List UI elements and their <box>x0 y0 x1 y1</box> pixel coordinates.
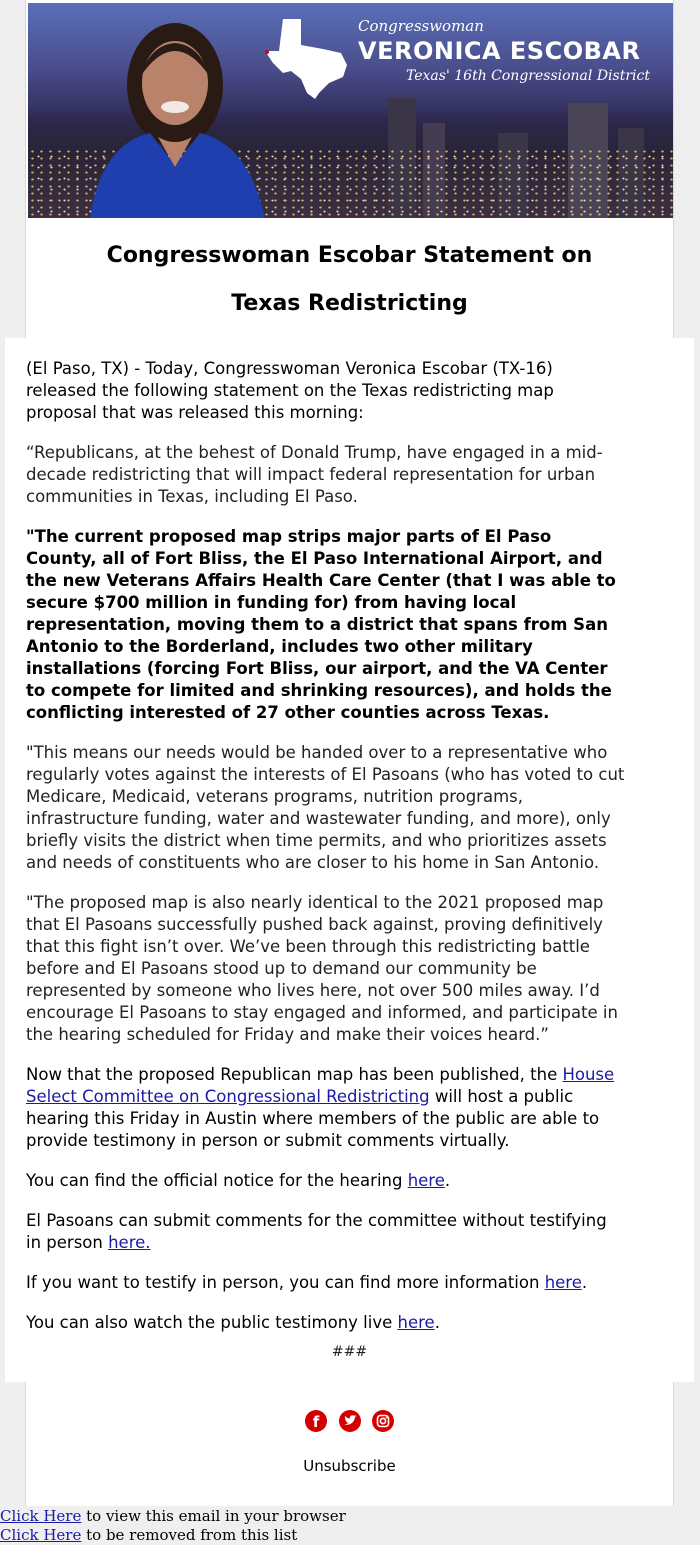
view-in-browser-link[interactable]: Click Here <box>0 1507 82 1525</box>
social-icons <box>26 1410 673 1432</box>
statement-body <box>5 338 694 1382</box>
svg-text:f: f <box>313 1413 320 1431</box>
watch-live-link[interactable]: here <box>397 1313 435 1332</box>
comments-link[interactable]: here. <box>108 1233 151 1252</box>
paragraph-notice: You can find the official notice for the hearing here. <box>26 1171 451 1190</box>
banner-title-small: Congresswoman <box>358 17 484 35</box>
remove-from-list-line: Click Here to be removed from this list <box>0 1526 298 1544</box>
page-title-line2: Texas Redistricting <box>231 291 468 316</box>
paragraph-quote-3: "The proposed map is also nearly identical to the 2021 proposed map that El Pasoans successfully pushed back against, proving definitively that this fight isn’t over. We’ve been through this redistricting battle before and El Pasoans stood up to demand our community be represented by someone who lives here, not over 500 miles away. I’d encourage El Pasoans to stay engaged and informed, and participate in the hearing scheduled for Friday and make their voices heard.” <box>26 893 618 1044</box>
header-section <box>25 0 674 340</box>
committee-link[interactable]: House Select Committee on Congressional Redistricting <box>26 1065 615 1106</box>
paragraph-testify: If you want to testify in person, you can find more information here. <box>26 1273 588 1292</box>
banner-title <box>358 17 650 84</box>
banner-title-district: Texas' 16th Congressional District <box>406 68 650 84</box>
notice-link[interactable]: here <box>407 1171 445 1190</box>
page-title <box>26 232 673 328</box>
paragraph-intro: (El Paso, TX) - Today, Congresswoman Veronica Escobar (TX-16) released the following statement on the Texas redistricting map proposal that was released this morning: <box>26 359 554 422</box>
unsubscribe-link[interactable]: Unsubscribe <box>303 1457 396 1475</box>
texas-map-icon <box>261 17 351 99</box>
bottom-links <box>0 1507 346 1545</box>
footer-section <box>25 1382 674 1506</box>
paragraph-hearing: Now that the proposed Republican map has been published, the House Select Committee on Congressional Redistricting will host a public hearing this Friday in Austin where members of the public are able to provide testimony in person or submit comments virtually. <box>26 1065 615 1150</box>
statement-content <box>26 358 626 1334</box>
header-banner-image <box>28 3 673 218</box>
facebook-icon[interactable] <box>305 1410 327 1432</box>
paragraph-watch: You can also watch the public testimony live here. <box>26 1313 440 1332</box>
twitter-icon[interactable] <box>339 1410 361 1432</box>
testify-link[interactable]: here <box>544 1273 582 1292</box>
view-in-browser-line: Click Here to view this email in your browser <box>0 1507 346 1525</box>
paragraph-quote-bold: "The current proposed map strips major parts of El Paso County, all of Fort Bliss, the El Paso International Airport, and the new Veterans Affairs Health Care Center (that I was able to secure $700 million in funding for) from having local representation, moving them to a district that spans from San Antonio to the Borderland, includes two other military installations (forcing Fort Bliss, our airport, and the VA Center to compete for limited and shrinking resources), and holds the conflicting interested of 27 other counties across Texas. <box>26 527 616 722</box>
banner-title-name: VERONICA ESCOBAR <box>358 37 641 65</box>
page-title-line1: Congresswoman Escobar Statement on <box>106 243 593 268</box>
paragraph-comments: El Pasoans can submit comments for the committee without testifying in person here. <box>26 1211 607 1252</box>
portrait-photo <box>80 15 270 218</box>
instagram-icon[interactable] <box>372 1410 394 1432</box>
paragraph-quote-2: "This means our needs would be handed over to a representative who regularly votes against the interests of El Pasoans (who has voted to cut Medicare, Medicaid, veterans programs, nutrition programs, infrastructure funding, water and wastewater funding, and more), only briefly visits the district when time permits, and who prioritizes assets and needs of constituents who are closer to his home in San Antonio. <box>26 743 625 872</box>
remove-from-list-link[interactable]: Click Here <box>0 1526 82 1544</box>
paragraph-quote-1: “Republicans, at the behest of Donald Trump, have engaged in a mid-decade redistricting that will impact federal representation for urban communities in Texas, including El Paso. <box>26 443 603 506</box>
end-marker: ### <box>331 1344 368 1360</box>
